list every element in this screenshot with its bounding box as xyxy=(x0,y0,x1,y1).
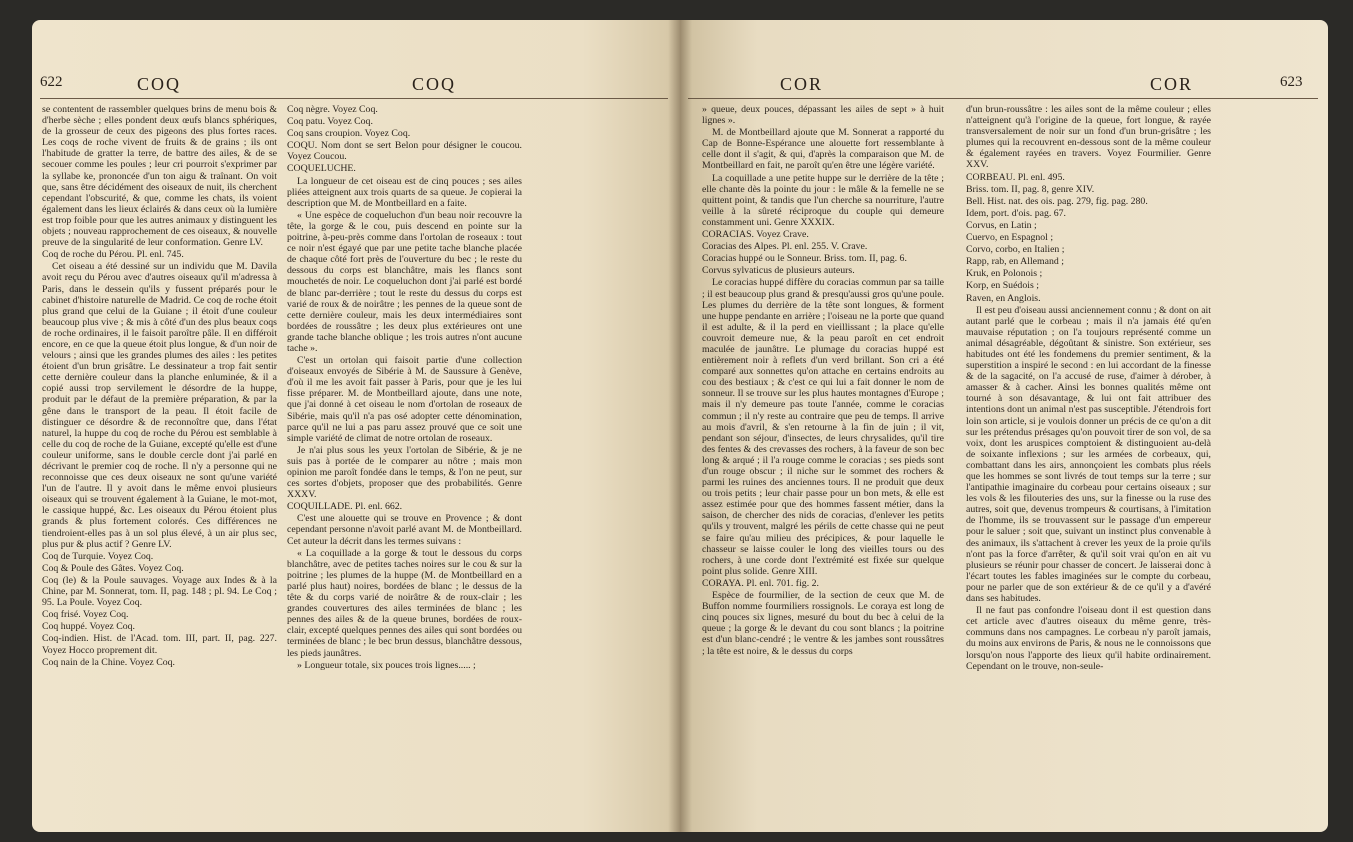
right-page-number: 623 xyxy=(1280,74,1303,90)
entry-heading: COQU. Nom dont se sert Belon pour désigner le coucou. Voyez Coucou. xyxy=(287,140,522,163)
right-page xyxy=(680,20,1328,832)
name-variant: Corvus, en Latin ; xyxy=(966,219,1037,231)
entry-heading: Corvus sylvaticus de plusieurs auteurs. xyxy=(702,265,855,277)
entry-heading: Coq de roche du Pérou. Pl. enl. 745. xyxy=(42,249,184,261)
paragraph: d'un brun-roussâtre : les ailes sont de la même couleur ; elles n'atteignent qu'à l'origine de la queue, fort longue, & rayée transversalement de noir sur un fond d'un brun-grisâtre ; les plumes qui la recouvrent en-dessous sont de la même couleur & également rayées en travers. Voyez Fourmilier. Genre XXV. xyxy=(966,104,1211,171)
citation: Bell. Hist. nat. des ois. pag. 279, fig. pag. 280. xyxy=(966,195,1148,207)
entry-heading: COQUELUCHE. xyxy=(287,163,356,175)
entry-heading: Coracias huppé ou le Sonneur. Briss. tom. II, pag. 6. xyxy=(702,253,907,265)
paragraph: M. de Montbeillard ajoute que M. Sonnerat a rapporté du Cap de Bonne-Espérance une alouette fort ressemblante à celle dont il s'agit, & qui, d'après la comparaison que M. de Montbeillard en fait, ne paroît qu'en être une légère variété. xyxy=(702,127,944,172)
right-column-1 xyxy=(702,104,944,832)
paragraph: Le coracias huppé diffère du coracias commun par sa taille ; il est beaucoup plus grand & presqu'aussi gros qu'une poule. Les plumes du derrière de la tête sont longues, & forment une huppe pendante en arrière ; l'oiseau ne la porte que quand il est adulte, & il la perd en vieillissant ; la place qu'elle couvroit demeure nue, & la peau paroît en cet endroit maculée de jaunâtre. Le plumage du coracias huppé est entièrement noir à reflets d'un verd brillant. Son cri a été comparé aux sonnettes qu'on attache en certains endroits au cou des bestiaux ; & c'est ce qui lui a fait donner le nom de sonneur. Il se trouve sur les plus hautes montagnes d'Europe ; mais il n'y demeure pas toute l'année, comme le coracias commun ; il n'y reste au contraire que peu de temps. Il arrive au mois d'avril, & s'en retourne à la fin de juin ; il vit, pendant son séjour, d'insectes, de leurs chrysalides, qu'il tire des fentes & des crevasses des rochers, à la faveur de son bec long & arqué ; il l'a rouge comme le coracias ; ses pieds sont d'un rouge obscur ; il niche sur le sommet des rochers & parmi les ruines des anciennes tours. Il ne produit que deux ou trois petits ; leur chair passe pour un bon mets, & elle est assez estimée pour que des hommes fassent métier, dans la saison, de chercher des nids de coracias, d'enlever les petits qu'ils y trouvent, malgré les périls de cette chasse qui ne peut se faire qu'au milieu des précipices, & pour laquelle le chasseur se laisse couler le long des vieilles tours ou des rochers, à une corde dont l'extrémité est fixée sur quelque point plus solide. Genre XIII. xyxy=(702,277,944,577)
paragraph: » queue, deux pouces, dépassant les ailes de sept » à huit lignes ». xyxy=(702,104,944,127)
entry-heading: Coracias des Alpes. Pl. enl. 255. V. Crave. xyxy=(702,241,868,253)
name-variant: Rapp, rab, en Allemand ; xyxy=(966,256,1064,268)
entry-heading: Coq & Poule des Gâtes. Voyez Coq. xyxy=(42,562,184,574)
left-column-2 xyxy=(287,104,522,832)
right-column-2 xyxy=(966,104,1211,832)
paragraph: Je n'ai plus sous les yeux l'ortolan de Sibérie, & je ne suis pas à portée de le comparer au nôtre ; mais mon opinion me paroît fondée dans le temps, & l'on ne peut, sur ces sortes d'objets, proposer que des probabilités. Genre XXXV. xyxy=(287,444,522,501)
paragraph: « Une espèce de coqueluchon d'un beau noir recouvre la tête, la gorge & le cou, puis descend en pointe sur la poitrine, à-peu-près comme dans l'ortolan de roseaux : tout ce noir n'est égayé que par une petite tache blanche placée de chaque côté fort près de l'ouverture du bec ; le reste du dessous du corps est blanchâtre, mais les flancs sont mouchetés de noir. Le coqueluchon dont j'ai parlé est bordé de blanc par-derrière ; tout le reste du dessus du corps est varié de roux & de noirâtre ; les pennes de la queue sont de cette dernière couleur, mais les deux intermédiaires sont bordées de roussâtre ; les deux plus extérieures ont une grande tache blanche oblique ; les trois autres n'ont aucune tache ». xyxy=(287,209,522,354)
entry-heading: Coq frisé. Voyez Coq. xyxy=(42,609,129,621)
paragraph: » Longueur totale, six pouces trois lignes..... ; xyxy=(297,659,476,671)
entry-heading: COQUILLADE. Pl. enl. 662. xyxy=(287,501,403,513)
right-header-rule xyxy=(688,98,1318,99)
paragraph: « La coquillade a la gorge & tout le dessous du corps blanchâtre, avec de petites taches noires sur le cou & sur la poitrine ; les plumes de la huppe (M. de Montbeillard en a parlé plus haut) noires, bordées de blanc ; le dessus de la tête & du corps varié de noirâtre & de roux-clair ; les grandes couvertures des ailes terminées de blanc ; les pennes des ailes & de la queue brunes, bordées de roux-clair, excepté quelques pennes des ailes qui sont bordées ou terminées de blanc ; le bec brun dessus, blanchâtre dessous, les pieds jaunâtres. xyxy=(287,547,522,659)
paragraph: Il ne faut pas confondre l'oiseau dont il est question dans cet article avec d'autres oiseaux du même genre, très-communs dans nos campagnes. Le corbeau n'y paroît jamais, du moins aux environs de Paris, & nous ne le connoissons que lorsqu'on nous l'apporte des lieux qu'il habite ordinairement. Cependant on le trouve, non-seule- xyxy=(966,605,1211,672)
paragraph: La coquillade a une petite huppe sur le derrière de la tête ; elle chante dès la pointe du jour : le mâle & la femelle ne se quittent point, & tandis que l'un cherche sa nourriture, l'autre veille à la sûreté réciproque du couple qui demeure constamment uni. Genre XXXIX. xyxy=(702,172,944,228)
entry-heading: Coq patu. Voyez Coq. xyxy=(287,116,373,128)
entry-heading: CORBEAU. Pl. enl. 495. xyxy=(966,171,1065,183)
name-variant: Raven, en Anglois. xyxy=(966,292,1041,304)
left-column-1 xyxy=(42,104,277,832)
entry-heading: Coq sans croupion. Voyez Coq. xyxy=(287,128,411,140)
name-variant: Kruk, en Polonois ; xyxy=(966,268,1043,280)
paragraph: C'est un ortolan qui faisoit partie d'une collection d'oiseaux envoyés de Sibérie à M. de Saussure à Genève, d'où il me les avoit fait passer à Paris, pour que je les lui fisse préparer. M. de Montbeillard ajoute, dans une note, que j'ai donné à cet oiseau le nom d'ortolan de roseaux de Sibérie, mais qu'il n'a pas osé adopter cette dénomination, parce qu'il ne lui a pas paru assez prouvé que ce soit une simple variété de climat de notre ortolan de roseaux. xyxy=(287,355,522,444)
entry-heading: Coq-indien. Hist. de l'Acad. tom. III, part. II, pag. 227. Voyez Hocco proprement dit. xyxy=(42,633,277,656)
entry-heading: Coq nègre. Voyez Coq. xyxy=(287,104,378,115)
paragraph: C'est une alouette qui se trouve en Provence ; & dont cependant personne n'avoit parlé avant M. de Montbeillard. Cet auteur la décrit dans les termes suivans : xyxy=(287,513,522,547)
left-header-col2: COQ xyxy=(412,74,457,94)
name-variant: Cuervo, en Espagnol ; xyxy=(966,232,1054,244)
paragraph: Cet oiseau a été dessiné sur un individu que M. Davila avoit reçu du Pérou avec d'autres oiseaux qu'il m'adressa à Paris, dans le dessein qu'ils y fussent préparés pour le cabinet d'histoire naturelle de Madrid. Ce coq de roche étoit plus grand que celui de la Guiane ; il étoit d'une couleur beaucoup plus vive ; & mis à côté d'un des plus beaux coqs de roche ordinaires, il le faisoit paroître pâle. Il en différoit encore, en ce que la queue étoit plus longue, & d'un noir de velours ; ainsi que les grandes plumes des ailes : les petites étoient d'un brun grisâtre. Le dessinateur a trop fait sentir cette dernière couleur dans la planche enluminée, & il a copié aussi trop servilement le désordre de la huppe, produit par le défaut de la première préparation, & par la gêne dans le transport de la peau. Il étoit facile de distinguer ce désordre & de reconnoître que, dans l'état naturel, la huppe du coq de roche du Pérou est semblable à celle du coq de roche de la Guiane, excepté qu'elle est d'une couleur uniforme, sans le double cercle dont j'ai parlé en décrivant le premier coq de roche. Il n'y a personne qui ne reconnoisse que ces deux oiseaux ne sont qu'une variété l'un de l'autre. Il y avoit dans le même envoi plusieurs oiseaux qui se trouvent également à la Guiane, le mot-mot, le cassique huppé, &c. Les oiseaux du Pérou étoient plus grands & plus fortement colorés. Ces différences ne tiendroient-elles pas à un sol plus élevé, à un air plus sec, plus pur & plus actif ? Genre LV. xyxy=(42,261,277,550)
entry-heading: Coq (le) & la Poule sauvages. Voyage aux Indes & à la Chine, par M. Sonnerat, tom. II, pag. 148 ; pl. 94. Le Coq ; 95. La Poule. Voyez Coq. xyxy=(42,574,277,609)
left-header-col1: COQ xyxy=(137,74,182,94)
left-page-number: 622 xyxy=(40,74,63,90)
entry-heading: CORACIAS. Voyez Crave. xyxy=(702,229,809,241)
citation: Briss. tom. II, pag. 8, genre XIV. xyxy=(966,183,1095,195)
entry-heading: Coq nain de la Chine. Voyez Coq. xyxy=(42,656,175,668)
paragraph: Espèce de fourmilier, de la section de ceux que M. de Buffon nomme fourmiliers rossignols. Le coraya est long de cinq pouces six lignes, mesuré du bout du bec à celui de la queue ; la gorge & le devant du cou sont blancs ; la poitrine est d'un blanc-cendré ; le ventre & les jambes sont roussâtres ; la tête est noire, & le dessus du corps xyxy=(702,590,944,657)
paragraph: La longueur de cet oiseau est de cinq pouces ; ses ailes pliées atteignent aux trois quarts de sa queue. Je copierai la description que M. de Montbeillard en a faite. xyxy=(287,175,522,209)
entry-heading: Coq de Turquie. Voyez Coq. xyxy=(42,550,154,562)
entry-heading: Coq huppé. Voyez Coq. xyxy=(42,621,135,633)
citation: Idem, port. d'ois. pag. 67. xyxy=(966,207,1066,219)
book-gutter xyxy=(668,20,692,832)
entry-heading: CORAYA. Pl. enl. 701. fig. 2. xyxy=(702,577,819,589)
name-variant: Korp, en Suédois ; xyxy=(966,280,1039,292)
left-page xyxy=(32,20,680,832)
name-variant: Corvo, corbo, en Italien ; xyxy=(966,244,1065,256)
right-header-col2: COR xyxy=(1150,74,1194,94)
right-header-col1: COR xyxy=(780,74,824,94)
paragraph: se contentent de rassembler quelques brins de menu bois & d'herbe sèche ; elles pondent deux œufs blancs sphériques, de la grosseur de ceux des pigeons des plus fortes races. Les coqs de roche vivent de fruits & de grains ; ils ont l'habitude de gratter la terre, de battre des ailes, & de se secouer comme les poules ; leur cri pourroit s'exprimer par la syllabe ke, prononcée d'un ton aigu & traînant. On voit que, sans être décidément des oiseaux de nuit, ils cherchent cependant l'obscurité, & que, comme les chats, ils voient également dans les lieux éclairés & dans ceux où la lumière est trop foible pour que les autres animaux y distinguent les objets ; nouveau rapprochement de ces oiseaux, & nouvelle preuve de la singularité de leur conformation. Genre LV. xyxy=(42,104,277,249)
paragraph: Il est peu d'oiseau aussi anciennement connu ; & dont on ait autant parlé que le corbeau ; mais il n'a jamais été qu'en mauvaise réputation ; on l'a toujours représenté comme un animal désagréable, dégoûtant & sinistre. Son extérieur, ses habitudes ont été les fondemens du premier sentiment, & la superstition a inspiré le second : en lui accordant de la finesse & de la sagacité, on l'a accusé de ruse, d'aimer à dérober, à amasser & à cacher. Ainsi les bonnes qualités même ont tourné à son désavantage, & lui ont fait attribuer des intentions dont un animal n'est pas susceptible. J'étendrois fort loin son article, si je voulois donner un précis de ce qu'on a dit sur les prétendus présages qu'on pouvoit tirer de son vol, de sa voix, dont les aruspices comptoient & distinguoient au-delà de soixante inflexions ; sur les armées de corbeaux, qui, combattant dans les airs, annonçoient les combats plus réels que les hommes se sont livrés de tout temps sur la terre ; sur l'antipathie imaginaire du corbeau pour certains oiseaux ; sur les vols & les filouteries des uns, sur la finesse ou la ruse des autres, soit que, devenus trompeurs & courtisans, à l'imitation de l'homme, ils se trouvassent sur le passage d'un empereur pour le saluer ; soit que, suivant un instinct plus convenable à des animaux, ils s'attachent à crever les yeux de la proie qu'ils n'ont pas la force d'arrêter, & qu'il soit vrai qu'on en ait vu plusieurs se réunir pour chasser de concert. Je laisserai donc à l'écart toutes les fables imaginées sur le compte du corbeau, pour ne parler que de son extérieur & de ce qu'il y a d'avéré dans ses habitudes. xyxy=(966,304,1211,605)
left-header-rule xyxy=(40,98,668,99)
